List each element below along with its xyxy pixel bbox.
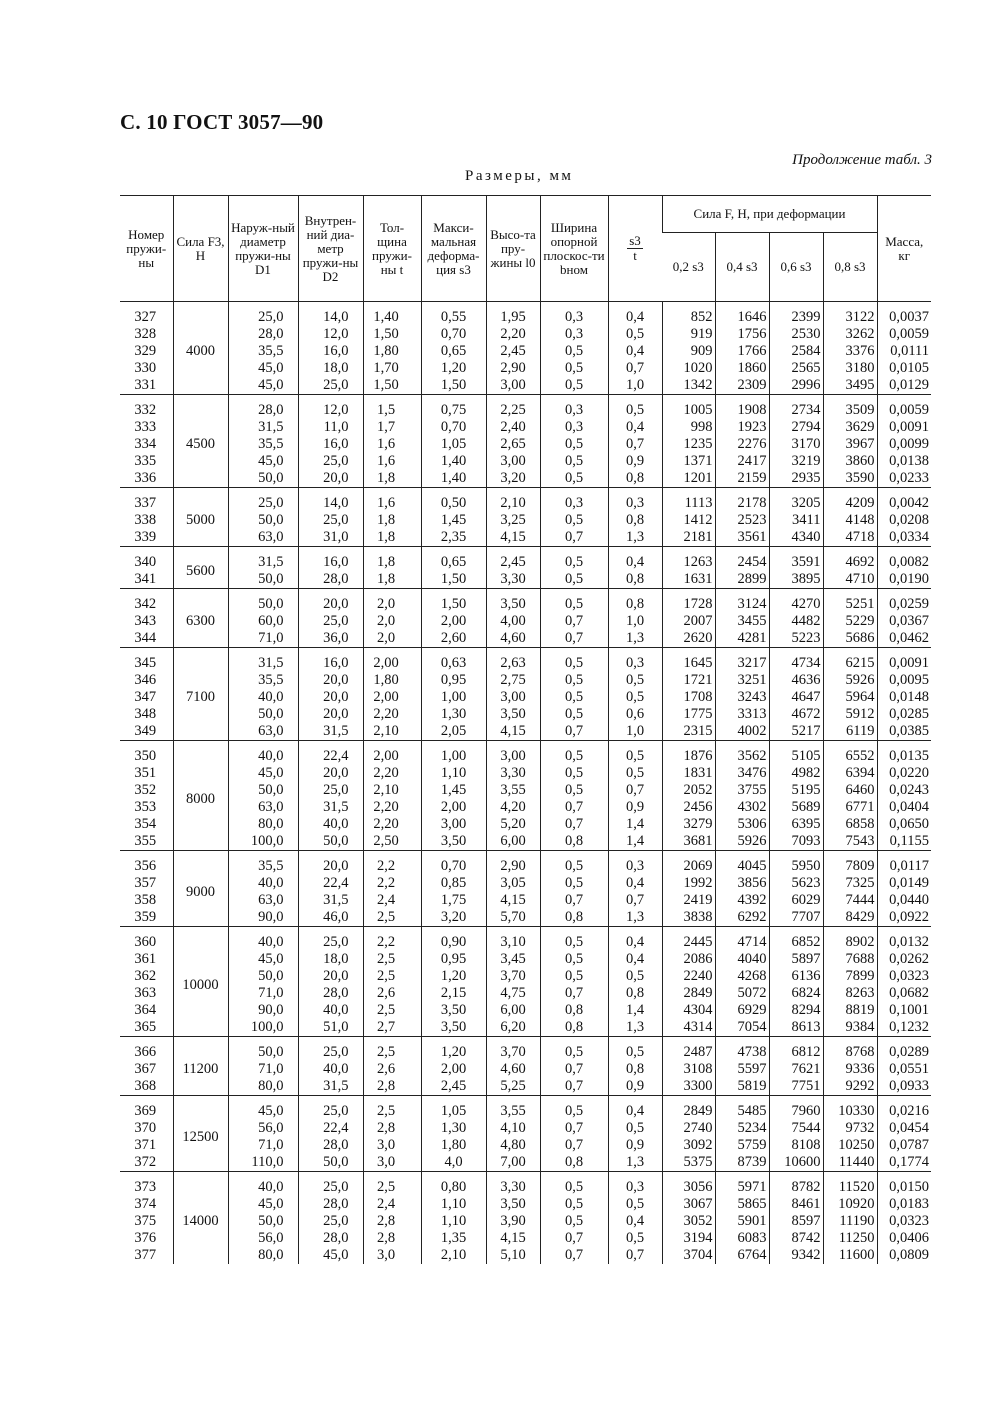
cell-mass: 0,0091 0,0095 0,0148 0,0285 0,0385	[877, 648, 931, 741]
cell-thickness: 1,5 1,7 1,6 1,6 1,8	[363, 395, 421, 488]
cell-inner-diameter: 25,0 28,0 25,0 28,0 45,0	[298, 1172, 363, 1265]
cell-width: 0,5 0,5 0,7 0,8	[540, 851, 608, 927]
cell-max-deformation: 1,05 1,30 1,80 4,0	[421, 1096, 486, 1172]
cell-ratio: 0,3 0,5 0,5 0,6 1,0	[608, 648, 662, 741]
cell-max-deformation: 0,70 0,85 1,75 3,20	[421, 851, 486, 927]
cell-mass: 0,0150 0,0183 0,0323 0,0406 0,0809	[877, 1172, 931, 1265]
cell-inner-diameter: 25,0 40,0 31,5	[298, 1037, 363, 1096]
table-row-group	[120, 589, 931, 648]
cell-height: 3,70 4,60 5,25	[486, 1037, 540, 1096]
cell-thickness: 2,00 2,20 2,10 2,20 2,20 2,50	[363, 741, 421, 851]
cell-ratio: 0,4 0,4 0,5 0,8 1,4 1,3	[608, 927, 662, 1037]
cell-force-06: 7960 7544 8108 10600	[769, 1096, 823, 1172]
page-header: С. 10 ГОСТ 3057—90	[120, 110, 324, 134]
cell-outer-diameter: 40,0 45,0 50,0 56,0 80,0	[228, 1172, 298, 1265]
table-row-group	[120, 488, 931, 547]
cell-ratio: 0,4 0,5 0,9 1,3	[608, 1096, 662, 1172]
cell-force-06: 6852 5897 6136 6824 8294 8613	[769, 927, 823, 1037]
cell-width: 0,5 0,5 0,5 0,7 0,8 0,8	[540, 927, 608, 1037]
cell-height: 3,30 3,50 3,90 4,15 5,10	[486, 1172, 540, 1265]
col-thickness-header: Тол-щина пружи-ны t	[363, 196, 421, 302]
cell-width: 0,3 0,3 0,5 0,5 0,5	[540, 395, 608, 488]
cell-number: 332 333 334 335 336	[120, 395, 173, 488]
cell-width: 0,3 0,3 0,5 0,5 0,5	[540, 302, 608, 395]
col-def-06-header: 0,6 s3	[769, 233, 823, 302]
cell-height: 2,63 2,75 3,00 3,50 4,15	[486, 648, 540, 741]
cell-width: 0,5 0,5 0,5 0,7 0,7 0,8	[540, 741, 608, 851]
cell-width: 0,5 0,7 0,7	[540, 589, 608, 648]
cell-force: 6300	[173, 589, 228, 648]
cell-ratio: 0,4 0,8	[608, 547, 662, 589]
cell-height: 3,10 3,45 3,70 4,75 6,00 6,20	[486, 927, 540, 1037]
dimensions-caption: Размеры, мм	[465, 168, 574, 184]
col-def-02-header: 0,2 s3	[662, 233, 715, 302]
cell-number: 366 367 368	[120, 1037, 173, 1096]
cell-inner-diameter: 22,4 20,0 25,0 31,5 40,0 50,0	[298, 741, 363, 851]
table-body	[120, 302, 931, 1265]
cell-force-04: 1646 1756 1766 1860 2309	[715, 302, 769, 395]
cell-force: 5600	[173, 547, 228, 589]
col-inner-diameter-header: Внутрен-ний диа-метр пружи-ны D2	[298, 196, 363, 302]
cell-mass: 0,0082 0,0190	[877, 547, 931, 589]
cell-number: 340 341	[120, 547, 173, 589]
cell-force-08: 7809 7325 7444 8429	[823, 851, 877, 927]
col-width-header: Ширина опорной плоскос-ти bном	[540, 196, 608, 302]
cell-thickness: 2,00 1,80 2,00 2,20 2,10	[363, 648, 421, 741]
col-force-header: Сила F3, Н	[173, 196, 228, 302]
cell-force-08: 10330 9732 10250 11440	[823, 1096, 877, 1172]
cell-number: 337 338 339	[120, 488, 173, 547]
cell-width: 0,5 0,5	[540, 547, 608, 589]
cell-number: 356 357 358 359	[120, 851, 173, 927]
cell-height: 3,00 3,30 3,55 4,20 5,20 6,00	[486, 741, 540, 851]
cell-force-02: 2849 2740 3092 5375	[662, 1096, 715, 1172]
cell-force-04: 5485 5234 5759 8739	[715, 1096, 769, 1172]
cell-height: 2,45 3,30	[486, 547, 540, 589]
cell-force-08: 6215 5926 5964 5912 6119	[823, 648, 877, 741]
cell-outer-diameter: 35,5 40,0 63,0 90,0	[228, 851, 298, 927]
cell-force-06: 3591 3895	[769, 547, 823, 589]
cell-max-deformation: 1,20 2,00 2,45	[421, 1037, 486, 1096]
cell-force-08: 4209 4148 4718	[823, 488, 877, 547]
cell-force-02: 1876 1831 2052 2456 3279 3681	[662, 741, 715, 851]
cell-force-06: 3205 3411 4340	[769, 488, 823, 547]
table-header	[120, 196, 931, 302]
cell-thickness: 1,8 1,8	[363, 547, 421, 589]
table-row-group	[120, 1096, 931, 1172]
cell-force: 4500	[173, 395, 228, 488]
cell-mass: 0,0259 0,0367 0,0462	[877, 589, 931, 648]
cell-force-06: 8782 8461 8597 8742 9342	[769, 1172, 823, 1265]
cell-force-02: 1005 998 1235 1371 1201	[662, 395, 715, 488]
cell-force-02: 852 919 909 1020 1342	[662, 302, 715, 395]
cell-thickness: 2,0 2,0 2,0	[363, 589, 421, 648]
cell-force-02: 2487 3108 3300	[662, 1037, 715, 1096]
cell-force-04: 4045 3856 4392 6292	[715, 851, 769, 927]
cell-number: 345 346 347 348 349	[120, 648, 173, 741]
cell-width: 0,3 0,5 0,7	[540, 488, 608, 547]
cell-outer-diameter: 50,0 60,0 71,0	[228, 589, 298, 648]
table-continuation-note: Продолжение табл. 3	[792, 152, 932, 168]
cell-force: 4000	[173, 302, 228, 395]
cell-max-deformation: 0,75 0,70 1,05 1,40 1,40	[421, 395, 486, 488]
cell-width: 0,5 0,7 0,7 0,8	[540, 1096, 608, 1172]
cell-force-06: 4734 4636 4647 4672 5217	[769, 648, 823, 741]
cell-force-06: 2399 2530 2584 2565 2996	[769, 302, 823, 395]
cell-height: 2,25 2,40 2,65 3,00 3,20	[486, 395, 540, 488]
cell-max-deformation: 0,63 0,95 1,00 1,30 2,05	[421, 648, 486, 741]
cell-force-06: 5105 4982 5195 5689 6395 7093	[769, 741, 823, 851]
cell-mass: 0,0132 0,0262 0,0323 0,0682 0,1001 0,1232	[877, 927, 931, 1037]
col-max-deformation-header: Макси-мальная деформа-ция s3	[421, 196, 486, 302]
cell-width: 0,5 0,7 0,7	[540, 1037, 608, 1096]
cell-outer-diameter: 40,0 45,0 50,0 71,0 90,0 100,0	[228, 927, 298, 1037]
col-ratio-header	[608, 196, 662, 302]
cell-number: 369 370 371 372	[120, 1096, 173, 1172]
cell-force-02: 1113 1412 2181	[662, 488, 715, 547]
cell-inner-diameter: 14,0 25,0 31,0	[298, 488, 363, 547]
cell-force-06: 2734 2794 3170 3219 2935	[769, 395, 823, 488]
cell-number: 373 374 375 376 377	[120, 1172, 173, 1265]
ratio-denominator: t	[633, 248, 637, 263]
cell-force-04: 3562 3476 3755 4302 5306 5926	[715, 741, 769, 851]
cell-thickness: 2,5 2,4 2,8 2,8 3,0	[363, 1172, 421, 1265]
cell-force-02: 2445 2086 2240 2849 4304 4314	[662, 927, 715, 1037]
cell-outer-diameter: 31,5 50,0	[228, 547, 298, 589]
cell-force-08: 8902 7688 7899 8263 8819 9384	[823, 927, 877, 1037]
cell-outer-diameter: 40,0 45,0 50,0 63,0 80,0 100,0	[228, 741, 298, 851]
table-row-group	[120, 648, 931, 741]
cell-thickness: 1,6 1,8 1,8	[363, 488, 421, 547]
cell-force-04: 5971 5865 5901 6083 6764	[715, 1172, 769, 1265]
cell-max-deformation: 0,80 1,10 1,10 1,35 2,10	[421, 1172, 486, 1265]
col-height-header: Высо-та пру-жины l0	[486, 196, 540, 302]
cell-force-02: 1645 1721 1708 1775 2315	[662, 648, 715, 741]
cell-force-02: 2069 1992 2419 3838	[662, 851, 715, 927]
cell-mass: 0,0289 0,0551 0,0933	[877, 1037, 931, 1096]
cell-force-04: 3217 3251 3243 3313 4002	[715, 648, 769, 741]
cell-force-08: 3122 3262 3376 3180 3495	[823, 302, 877, 395]
cell-force-04: 1908 1923 2276 2417 2159	[715, 395, 769, 488]
cell-ratio: 0,3 0,5 0,4 0,5 0,7	[608, 1172, 662, 1265]
cell-force: 8000	[173, 741, 228, 851]
col-def-08-header: 0,8 s3	[823, 233, 877, 302]
cell-force: 7100	[173, 648, 228, 741]
cell-number: 360 361 362 363 364 365	[120, 927, 173, 1037]
cell-height: 2,90 3,05 4,15 5,70	[486, 851, 540, 927]
ratio-numerator: s3	[629, 233, 641, 248]
cell-force-06: 4270 4482 5223	[769, 589, 823, 648]
cell-outer-diameter: 25,0 28,0 35,5 45,0 45,0	[228, 302, 298, 395]
table-row-group	[120, 1037, 931, 1096]
cell-thickness: 2,2 2,2 2,4 2,5	[363, 851, 421, 927]
cell-outer-diameter: 28,0 31,5 35,5 45,0 50,0	[228, 395, 298, 488]
cell-ratio: 0,8 1,0 1,3	[608, 589, 662, 648]
cell-height: 2,10 3,25 4,15	[486, 488, 540, 547]
cell-force-06: 6812 7621 7751	[769, 1037, 823, 1096]
cell-inner-diameter: 14,0 12,0 16,0 18,0 25,0	[298, 302, 363, 395]
cell-inner-diameter: 20,0 22,4 31,5 46,0	[298, 851, 363, 927]
cell-mass: 0,0037 0,0059 0,0111 0,0105 0,0129	[877, 302, 931, 395]
cell-force-04: 4738 5597 5819	[715, 1037, 769, 1096]
table-row-group	[120, 395, 931, 488]
cell-inner-diameter: 20,0 25,0 36,0	[298, 589, 363, 648]
cell-force-02: 1728 2007 2620	[662, 589, 715, 648]
cell-thickness: 2,5 2,6 2,8	[363, 1037, 421, 1096]
cell-mass: 0,0117 0,0149 0,0440 0,0922	[877, 851, 931, 927]
table-row-group	[120, 302, 931, 395]
cell-mass: 0,0216 0,0454 0,0787 0,1774	[877, 1096, 931, 1172]
cell-mass: 0,0059 0,0091 0,0099 0,0138 0,0233	[877, 395, 931, 488]
cell-max-deformation: 1,00 1,10 1,45 2,00 3,00 3,50	[421, 741, 486, 851]
col-mass-header: Масса, кг	[877, 196, 931, 302]
cell-force-08: 5251 5229 5686	[823, 589, 877, 648]
col-force-group-header: Сила F, Н, при деформации	[662, 196, 877, 233]
spring-table	[120, 195, 931, 1264]
table-row-group	[120, 851, 931, 927]
cell-outer-diameter: 45,0 56,0 71,0 110,0	[228, 1096, 298, 1172]
cell-thickness: 2,2 2,5 2,5 2,6 2,5 2,7	[363, 927, 421, 1037]
cell-ratio: 0,3 0,4 0,7 1,3	[608, 851, 662, 927]
cell-outer-diameter: 50,0 71,0 80,0	[228, 1037, 298, 1096]
table-row-group	[120, 741, 931, 851]
cell-mass: 0,0135 0,0220 0,0243 0,0404 0,0650 0,1155	[877, 741, 931, 851]
cell-force-04: 4714 4040 4268 5072 6929 7054	[715, 927, 769, 1037]
cell-height: 1,95 2,20 2,45 2,90 3,00	[486, 302, 540, 395]
cell-number: 350 351 352 353 354 355	[120, 741, 173, 851]
cell-height: 3,50 4,00 4,60	[486, 589, 540, 648]
cell-max-deformation: 0,65 1,50	[421, 547, 486, 589]
cell-force: 5000	[173, 488, 228, 547]
cell-force-08: 6552 6394 6460 6771 6858 7543	[823, 741, 877, 851]
cell-force-08: 11520 10920 11190 11250 11600	[823, 1172, 877, 1265]
col-number-header: Номер пружи-ны	[120, 196, 173, 302]
cell-ratio: 0,5 0,4 0,7 0,9 0,8	[608, 395, 662, 488]
cell-inner-diameter: 12,0 11,0 16,0 25,0 20,0	[298, 395, 363, 488]
cell-inner-diameter: 16,0 20,0 20,0 20,0 31,5	[298, 648, 363, 741]
table-row-group	[120, 927, 931, 1037]
cell-width: 0,5 0,5 0,5 0,5 0,7	[540, 648, 608, 741]
cell-outer-diameter: 31,5 35,5 40,0 50,0 63,0	[228, 648, 298, 741]
cell-inner-diameter: 25,0 22,4 28,0 50,0	[298, 1096, 363, 1172]
col-outer-diameter-header: Наруж-ный диаметр пружи-ны D1	[228, 196, 298, 302]
cell-ratio: 0,4 0,5 0,4 0,7 1,0	[608, 302, 662, 395]
cell-force-08: 4692 4710	[823, 547, 877, 589]
cell-outer-diameter: 25,0 50,0 63,0	[228, 488, 298, 547]
cell-force-02: 1263 1631	[662, 547, 715, 589]
cell-thickness: 1,40 1,50 1,80 1,70 1,50	[363, 302, 421, 395]
cell-force-08: 8768 9336 9292	[823, 1037, 877, 1096]
cell-ratio: 0,3 0,8 1,3	[608, 488, 662, 547]
cell-force-04: 2454 2899	[715, 547, 769, 589]
cell-force-04: 2178 2523 3561	[715, 488, 769, 547]
cell-number: 327 328 329 330 331	[134, 309, 157, 393]
cell-ratio: 0,5 0,8 0,9	[608, 1037, 662, 1096]
cell-force-02: 3056 3067 3052 3194 3704	[662, 1172, 715, 1265]
cell-inner-diameter: 16,0 28,0	[298, 547, 363, 589]
cell-force-04: 3124 3455 4281	[715, 589, 769, 648]
cell-force: 9000	[173, 851, 228, 927]
cell-force-08: 3509 3629 3967 3860 3590	[823, 395, 877, 488]
cell-force: 10000	[173, 927, 228, 1037]
table-row-group	[120, 547, 931, 589]
cell-max-deformation: 1,50 2,00 2,60	[421, 589, 486, 648]
col-def-04-header: 0,4 s3	[715, 233, 769, 302]
cell-max-deformation: 0,50 1,45 2,35	[421, 488, 486, 547]
cell-force: 14000	[173, 1172, 228, 1265]
cell-max-deformation: 0,90 0,95 1,20 2,15 3,50 3,50	[421, 927, 486, 1037]
cell-max-deformation: 0,55 0,70 0,65 1,20 1,50	[421, 302, 486, 395]
cell-mass: 0,0042 0,0208 0,0334	[877, 488, 931, 547]
cell-width: 0,5 0,5 0,5 0,7 0,7	[540, 1172, 608, 1265]
cell-force: 12500	[173, 1096, 228, 1172]
cell-height: 3,55 4,10 4,80 7,00	[486, 1096, 540, 1172]
cell-ratio: 0,5 0,5 0,7 0,9 1,4 1,4	[608, 741, 662, 851]
cell-number: 342 343 344	[120, 589, 173, 648]
cell-inner-diameter: 25,0 18,0 20,0 28,0 40,0 51,0	[298, 927, 363, 1037]
cell-thickness: 2,5 2,8 3,0 3,0	[363, 1096, 421, 1172]
table-row-group	[120, 1172, 931, 1265]
cell-force: 11200	[173, 1037, 228, 1096]
cell-force-06: 5950 5623 6029 7707	[769, 851, 823, 927]
